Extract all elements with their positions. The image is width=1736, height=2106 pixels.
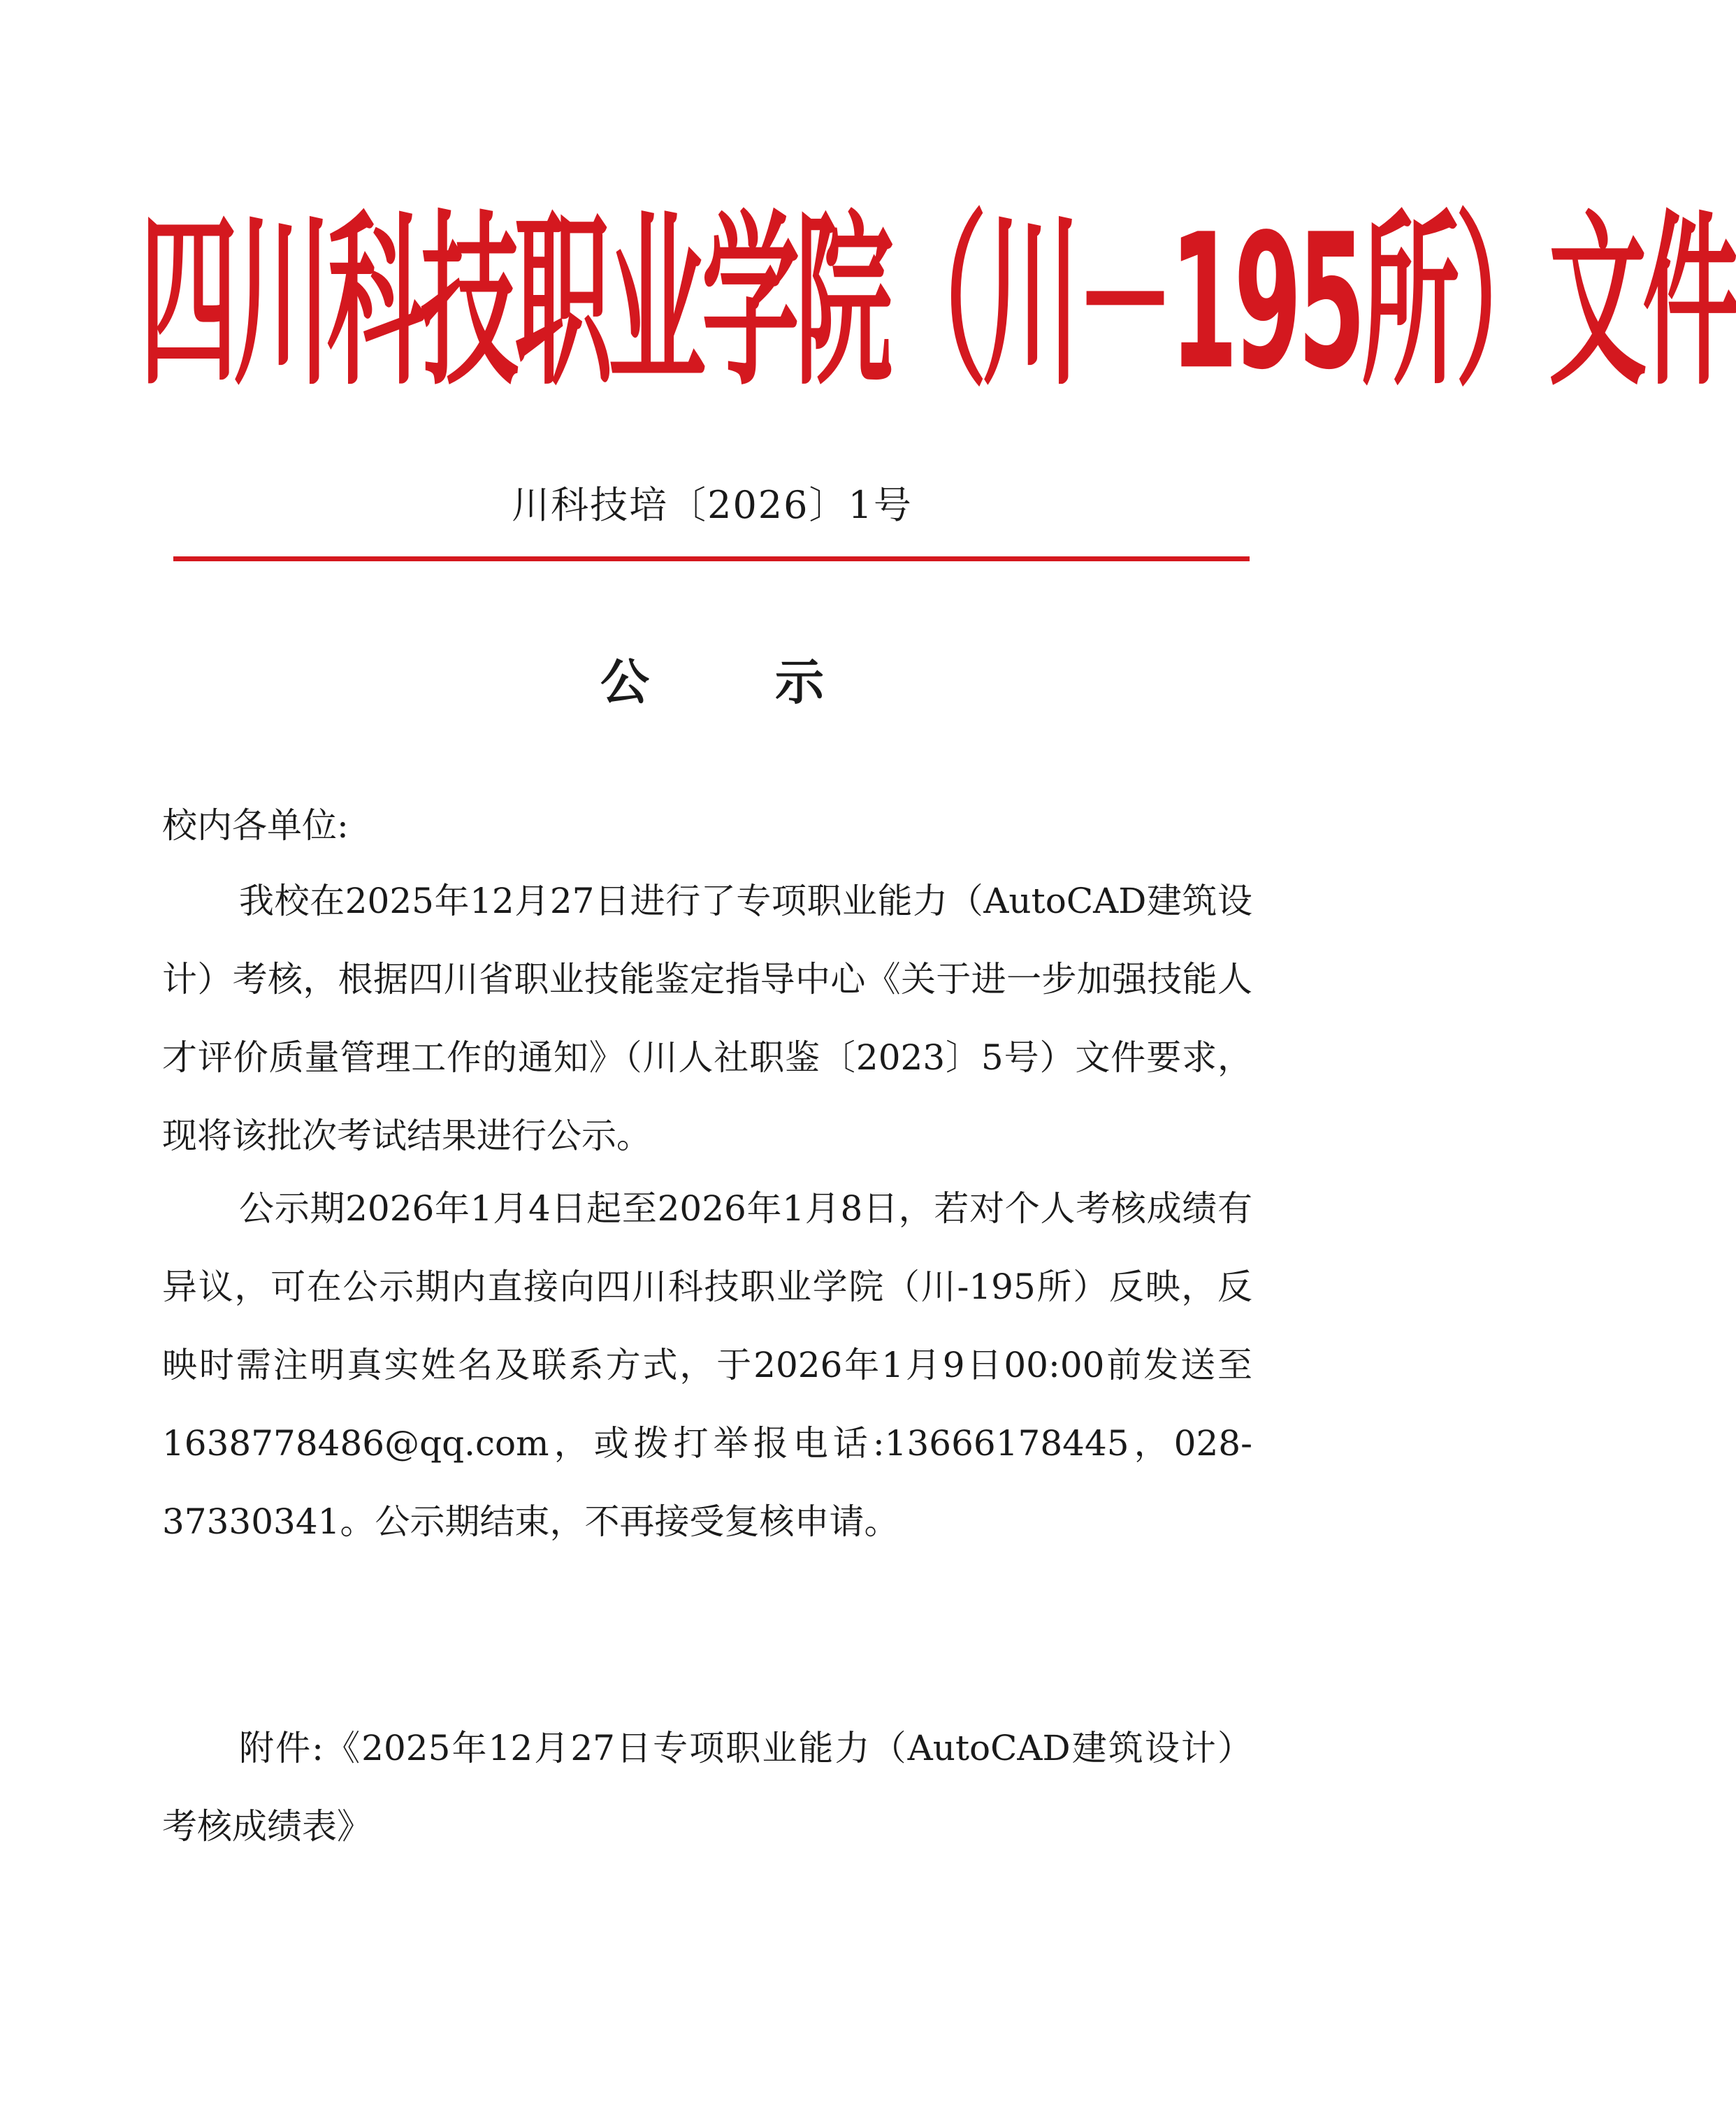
document-header-title: 四川科技职业学院（川－195所）文件 [140,195,1736,412]
document-number: 川科技培〔2026〕1号 [512,483,913,527]
red-divider [173,556,1250,561]
notice-title: 公示 [600,654,950,711]
attachment-line: 附件:《2025年12月27日专项职业能力（AutoCAD建筑设计）考核成绩表》 [162,1728,1252,1847]
paragraph-objection-period: 公示期2026年1月4日起至2026年1月8日，若对个人考核成绩有异议，可在公示期内直接向四川科技职业学院（川-195所）反映，反映时需注明真实姓名及联系方式，于2026年1月9日00:00前发送至1638778486@qq.com，或拨打举报电话:13666178445，028-37330341。公示期结束，不再接受复核申请。 [162,1188,1252,1542]
salutation: 校内各单位: [162,805,349,846]
paragraph-exam-results: 我校在2025年12月27日进行了专项职业能力（AutoCAD建筑设计）考核，根据四川省职业技能鉴定指导中心《关于进一步加强技能人才评价质量管理工作的通知》（川人社职鉴〔2023〕5号）文件要求，现将该批次考试结果进行公示。 [162,881,1252,1156]
